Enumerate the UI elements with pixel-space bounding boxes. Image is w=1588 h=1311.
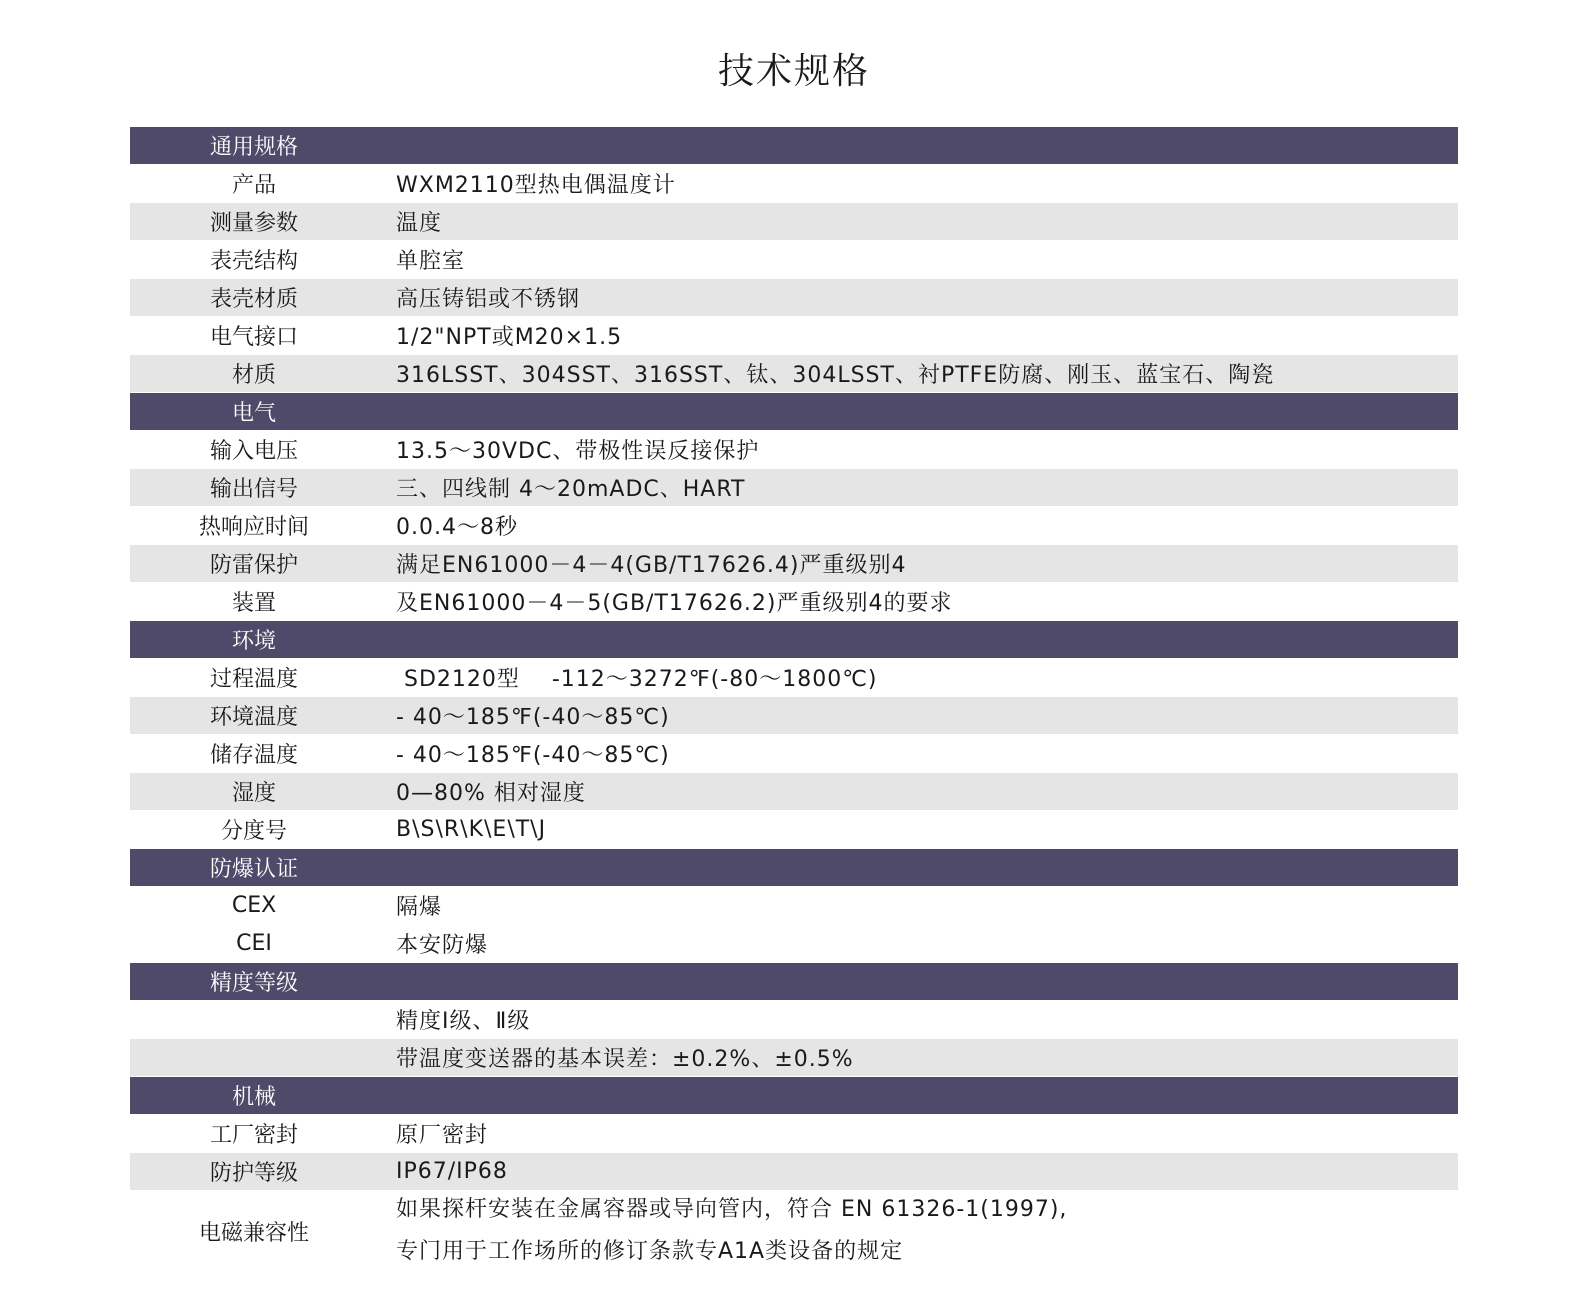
table-row [130,1039,1458,1076]
table-row [130,1153,1458,1190]
section-header-electrical [130,393,1458,430]
table-row [130,431,1458,468]
row-value: 316LSST、304SST、316SST、钛、304LSST、衬PTFE防腐、刚玉、蓝宝石、陶瓷 [396,363,1275,388]
table-row [130,583,1458,620]
row-value-line: 如果探杆安装在金属容器或导向管内，符合 EN 61326-1(1997), [396,1197,1068,1222]
section-header-explosion-proof [130,849,1458,886]
row-label: 材质 [231,363,276,388]
section-title: 精度等级 [209,971,298,996]
row-value: 及EN61000－4－5(GB/T17626.2)严重级别4的要求 [396,591,953,616]
row-value: 0—80% 相对湿度 [396,781,586,806]
row-label: 测量参数 [209,211,298,236]
row-label: 电磁兼容性 [198,1220,309,1246]
row-value: 原厂密封 [396,1123,489,1148]
section-header-environment [130,621,1458,658]
table-row [130,355,1458,392]
table-row [130,507,1458,544]
table-row [130,279,1458,316]
row-label: CEI [236,931,272,956]
row-value: 本安防爆 [396,933,489,958]
row-label: 湿度 [231,781,276,806]
row-label: 输入电压 [209,439,298,464]
row-value: 1/2"NPT或M20×1.5 [396,325,623,350]
table-row [130,773,1458,810]
row-value: 13.5～30VDC、带极性误反接保护 [396,439,760,464]
table-row [130,735,1458,772]
row-label: 防护等级 [209,1161,298,1186]
table-row [130,887,1458,924]
row-label: CEX [231,893,277,918]
row-value: 满足EN61000－4－4(GB/T17626.4)严重级别4 [396,553,907,578]
row-label: 过程温度 [209,667,298,692]
table-row [130,241,1458,278]
row-label: 环境温度 [209,705,298,730]
spec-table [130,127,1458,1272]
row-value: 三、四线制 4～20mADC、HART [396,477,746,502]
section-header-mechanical [130,1077,1458,1114]
table-row [130,925,1458,962]
table-row [130,697,1458,734]
section-title: 机械 [231,1085,276,1110]
row-value: 带温度变送器的基本误差：±0.2%、±0.5% [396,1047,854,1072]
table-row [130,203,1458,240]
section-header-accuracy [130,963,1458,1000]
section-title: 电气 [231,401,276,426]
row-value: 高压铸铝或不锈钢 [396,287,581,312]
table-row [130,317,1458,354]
table-row [130,1001,1458,1038]
row-label: 表壳结构 [209,249,298,274]
row-label: 电气接口 [209,325,298,350]
row-value: WXM2110型热电偶温度计 [396,173,676,198]
table-row [130,811,1458,848]
table-row [130,469,1458,506]
row-value-line: 专门用于工作场所的修订条款专A1A类设备的规定 [396,1239,904,1264]
row-value: 单腔室 [396,249,466,274]
row-value: 精度Ⅰ级、Ⅱ级 [396,1009,531,1034]
section-title: 通用规格 [209,135,298,160]
row-label: 输出信号 [209,477,298,502]
row-label: 热响应时间 [198,515,309,540]
row-label: 分度号 [220,819,287,844]
row-value: B\S\R\K\E\T\J [396,817,547,842]
row-label: 储存温度 [209,743,298,768]
table-row [130,659,1458,696]
row-value: 0.0.4～8秒 [396,515,518,540]
row-label: 产品 [231,173,276,198]
table-row [130,1191,1458,1271]
row-value: - 40～185℉(-40～85℃) [396,743,670,768]
row-label: 表壳材质 [209,287,298,312]
row-label: 装置 [231,591,276,616]
row-value: 温度 [396,211,443,236]
page-title: 技术规格 [717,51,870,92]
section-header-general [130,127,1458,164]
section-title: 环境 [231,629,276,654]
row-value [378,1195,1458,1267]
row-value: 隔爆 [396,895,443,920]
table-row [130,1115,1458,1152]
row-value: - 40～185℉(-40～85℃) [396,705,670,730]
table-row [130,165,1458,202]
row-label: 防雷保护 [209,553,298,578]
row-label: 工厂密封 [209,1123,298,1148]
section-title: 防爆认证 [209,857,298,882]
row-value: SD2120型 -112～3272℉(-80～1800℃) [396,667,878,692]
table-row [130,545,1458,582]
row-value: IP67/IP68 [396,1159,508,1184]
